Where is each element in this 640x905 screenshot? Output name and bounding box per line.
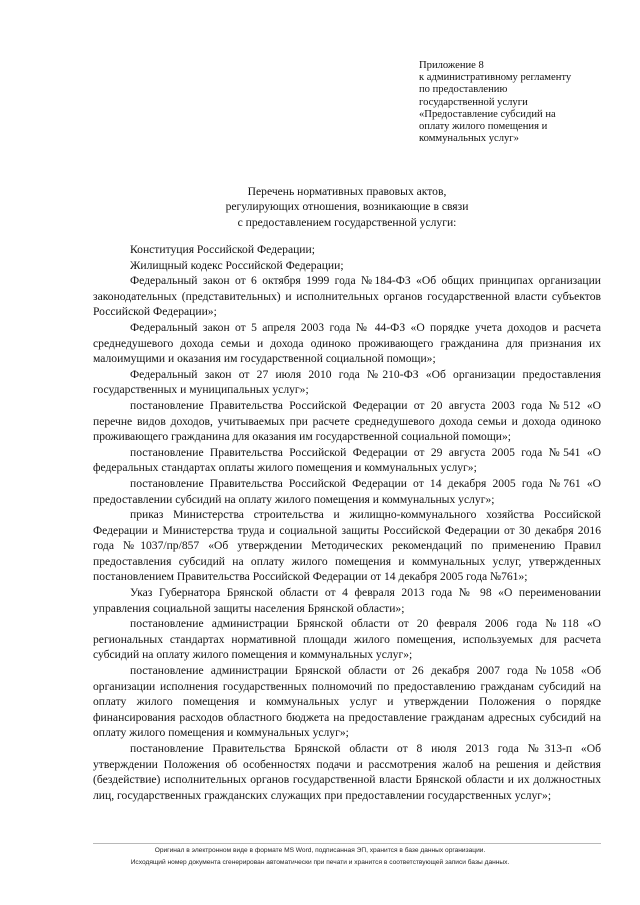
act-item: постановление Правительства Российской Федерации от 29 августа 2005 года №541 «О федеральных стандартах оплаты жилого помещения и коммунальных услуг»; [93,445,601,475]
acts-list [93,242,601,803]
appendix-line: коммунальных услуг» [419,133,519,145]
appendix-line: Приложение 8 [419,60,484,71]
appendix-line: «Предоставление субсидий на [419,108,556,120]
act-item: Указ Губернатора Брянской области от 4 февраля 2013 года № 98 «О переименовании управления социальной защиты населения Брянской области»; [93,586,601,615]
act-item: постановление администрации Брянской области от 20 февраля 2006 года №118 «О региональных стандартах нормативной площади жилого помещения, используемых для расчета субсидий на оплату жилого помещения и коммунальных услуг»; [93,617,601,662]
act-item: постановление Правительства Российской Федерации от 20 августа 2003 года №512 «О перечне видов доходов, учитываемых при расчете среднедушевого дохода семьи и дохода одиноко проживающего гражданина для оказания им государственной социальной помощи»; [93,398,601,444]
appendix-line: по предоставлению [419,84,508,96]
heading-line: регулирующих отношения, возникающие в связи [225,200,469,214]
act-item: Жилищный кодекс Российской Федерации; [130,258,344,272]
act-item: постановление администрации Брянской области от 26 декабря 2007 года №1058 «Об организации исполнения государственных полномочий по предоставлению гражданам субсидий на оплату жилого помещения и коммунальных услуг и утверждении Положения о порядке финансирования расходов областного бюджета на предоставление гражданам адресных субсидий на оплату жилого помещения и коммунальных услуг»; [93,664,601,740]
heading-line: Перечень нормативных правовых актов, [247,185,447,198]
appendix-line: оплату жилого помещения и [419,121,548,133]
footer-divider [93,843,601,844]
document-heading [93,184,601,230]
footer-line: Исходящий номер документа сгенерирован автоматически при печати и хранится в соответствующей записи базы данных. [130,859,510,866]
footer-line: Оригинал в электронном виде в формате MS Word, подписанная ЭП, хранится в базе данных организации. [154,847,486,854]
appendix-line: к административному регламенту [419,72,572,84]
heading-line: с предоставлением государственной услуги: [237,215,457,229]
act-item: приказ Министерства строительства и жилищно-коммунального хозяйства Российской Федерации и Министерства труда и социальной защиты Российской Федерации от 30 декабря 2016 года №1037/пр/857 «Об утверждении Методических рекомендаций по применению Правил предоставления субсидий на оплату жилого помещения и коммунальных услуг, утвержденных постановлением Правительства Российской Федерации от 14 декабря 2005 года №761»; [93,508,601,584]
act-item: постановление Правительства Брянской области от 8 июля 2013 года №313-п «Об утверждении Положения об особенностях подачи и рассмотрения жалоб на решения и действия (бездействие) исполнительных органов государственной власти Брянской области и их должностных лиц, государственных гражданских служащих при предоставлении государственных услуг»; [93,742,601,802]
document-footer [60,845,580,869]
act-item: Федеральный закон от 5 апреля 2003 года № 44-ФЗ «О порядке учета доходов и расчета среднедушевого дохода семьи и дохода одиноко проживающего гражданина для признания их малоимущими и оказания им государственной социальной помощи»; [93,320,601,366]
act-item: Федеральный закон от 6 октября 1999 года №184-ФЗ «Об общих принципах организации законодательных (представительных) и исполнительных органов государственной власти субъектов Российской Федерации»; [93,274,601,319]
act-item: Конституция Российской Федерации; [130,243,315,256]
appendix-line: государственной услуги [419,96,528,108]
act-item: постановление Правительства Российской Федерации от 14 декабря 2005 года №761 «О предоставлении субсидий на оплату жилого помещения и коммунальных услуг»; [93,476,601,506]
act-item: Федеральный закон от 27 июля 2010 года №210-ФЗ «Об организации предоставления государственных и муниципальных услуг»; [93,367,601,397]
appendix-block [419,60,599,145]
